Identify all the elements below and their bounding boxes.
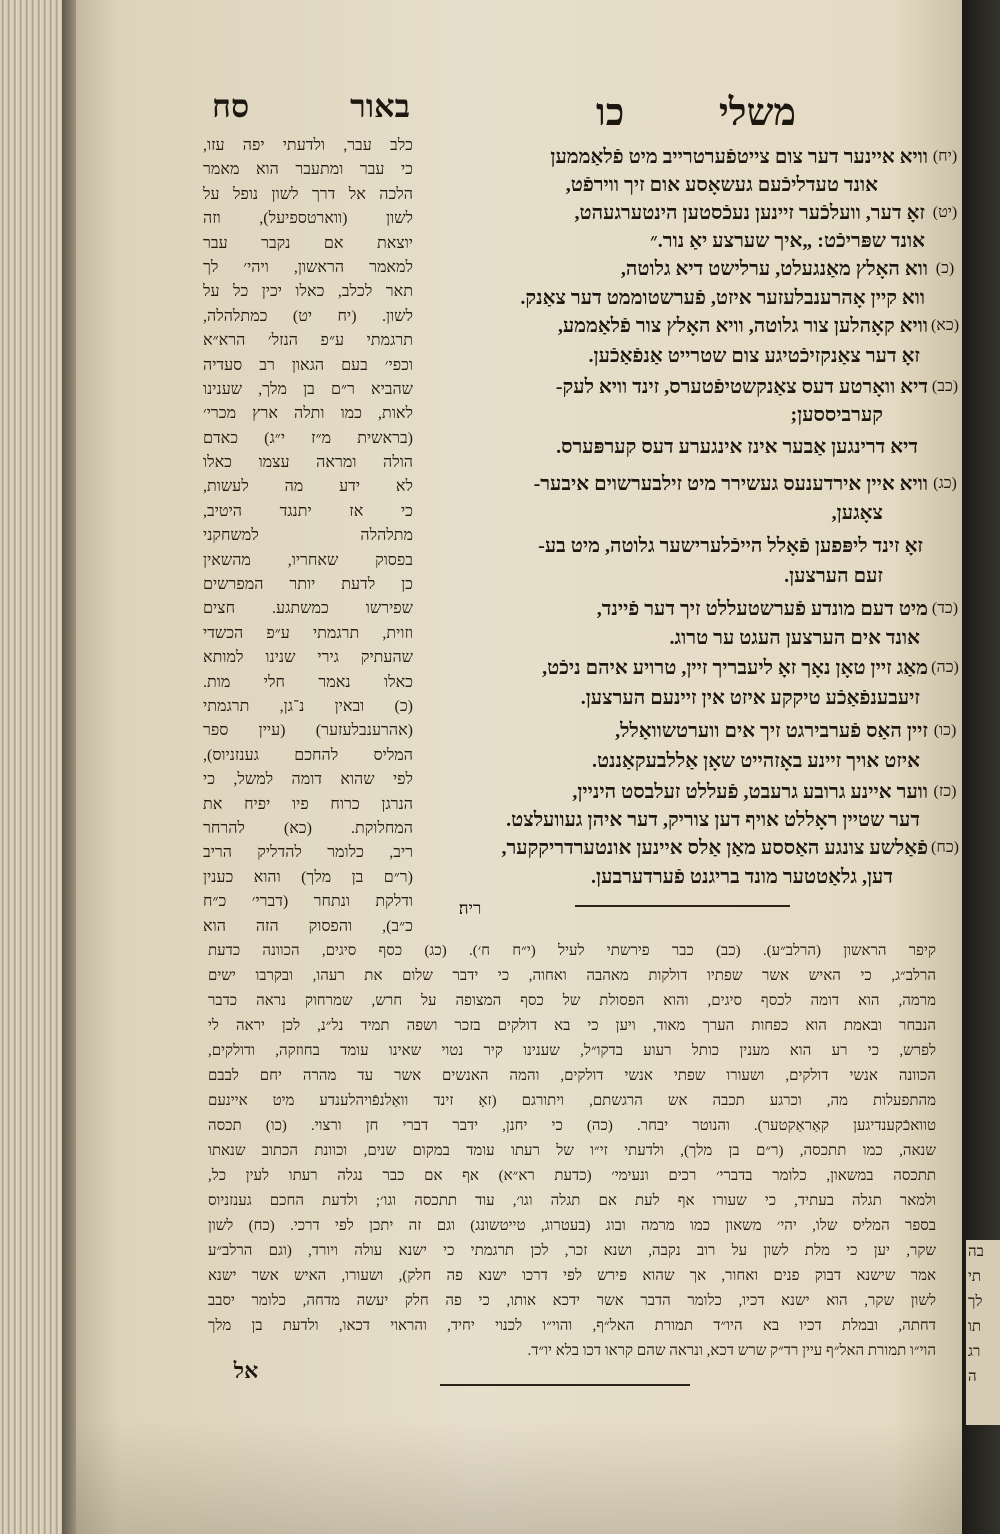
commentary-line: לפי שהוא דומה למשל, כי: [203, 771, 413, 789]
verse-number: (כד): [931, 600, 959, 617]
translation-line: [425, 372, 962, 402]
translation-text: מיט דעם מונדע פֿערשטעללט זיך דער פֿיינד,: [596, 598, 928, 620]
verse-number: (כא): [930, 317, 960, 334]
commentary-line: הוי״ו תמורת האל״ף עיין רד״ק שרש דכא, ונראה שהם קראו דכו בלא יו״ד.: [527, 1343, 936, 1359]
next-page-fragment: תו: [968, 1319, 981, 1335]
commentary-line: לאות, כמו ותלה ארץ מכרי׳: [203, 405, 413, 423]
commentary-line: הולה ומראה עצמו כאלו: [203, 454, 413, 472]
page-bottom-shade: [76, 1420, 962, 1534]
translation-line: [425, 531, 962, 561]
verse-number: (כה): [931, 659, 959, 676]
commentary-line: לשון שקר, הוא ישנא דכיו, כלומר הדבר אשר ידכא אותו, כי פה חלק יעשה מדחה, כלומר יסבב: [208, 1293, 936, 1309]
translation-text: זאָ זינד ליפּפען פֿאָלל הייכֿלערישער גלוטה, מיט בע-: [538, 535, 923, 557]
commentary-line: תרגמתי ע״פ הנזל׳ הרא״א: [203, 332, 413, 350]
translation-line: [425, 469, 962, 499]
next-page-fragment: ה: [968, 1369, 977, 1385]
translation-line: [425, 226, 962, 256]
commentary-line: ודלקת ונתחר (דברי׳ כ״ח: [203, 893, 413, 911]
translation-text: איזט אויך זיינע באָזהייט שאָן אַללבעקאַננט.: [591, 750, 920, 772]
verse-number: (כג): [933, 475, 957, 492]
next-page-fragment: בה: [968, 1244, 984, 1260]
translation-text: זאָ דער צאַנקזיכֿטיגע צום שטרייט אַנפֿאַכֿען.: [588, 345, 920, 367]
commentary-line: למאמר הראשון, ויהי׳ לך: [203, 258, 413, 276]
translation-line: [425, 862, 962, 892]
commentary-line: שהעתיק גירי שנינו למותא: [203, 649, 413, 667]
commentary-line: הרלב״ג, כי האיש אשר שפתיו דולקות מאהבה ואחוה, כי ידבר שלום את רעהו, ובקרבו ישים: [208, 968, 936, 984]
commentary-line: מרמה, הוא דומה לכסף סיגים, והוא הפסולת של כסף המצופה על חרש, שמרחוק נראה כדבר: [208, 993, 936, 1009]
commentary-line: שהביא ר״ם בן מלך, שענינו: [203, 380, 413, 398]
translation-line: [425, 170, 962, 200]
translation-text: ווא האָלץ מאַנגעלט, ערלישט דיא גלוטה,: [620, 258, 928, 280]
translation-text: זעם הערצען.: [784, 565, 883, 587]
commentary-line: ולמאר תגלה בעתיד, כי שעורו אף לעת אם תגלה וגו׳, עוד תתכסה וגו׳; ולדעת החכם גענזניוס: [208, 1193, 936, 1209]
translation-line: [425, 805, 962, 835]
commentary-line: דחתה, ובמלת דכיו בא היו״ד תמורת האל״ף, והוי״ו לכנוי יחיד, והראוי דכאו, ולדעת בן מלך: [208, 1318, 936, 1334]
commentary-line: לשון. (יח יט) כמתלהלה,: [203, 307, 413, 325]
commentary-line: יוצאת אם נקבר עבר: [203, 234, 413, 252]
next-page-fragment: לך: [968, 1294, 983, 1310]
translation-line: [425, 311, 962, 341]
translation-line: [425, 594, 962, 624]
translation-text: וויא איין אירדענעס געשירר מיט זילבערשוים איבער-: [533, 473, 928, 495]
commentary-line: וכפי׳ בעם הגאון רב סעדיה: [203, 356, 413, 374]
commentary-line: המחלוקת. (כא) להרחר: [203, 819, 413, 837]
translation-text: דיא וואָרטע דעס צאַנקשטיפֿטערס, זינד וויא לעק-: [555, 376, 928, 398]
next-page-fragment: רג: [968, 1344, 981, 1360]
commentary-line: שקר, יען כי מלת לשון על רוב נקבה, ושנא זכר, לכן תרגמתי כי ישנא עולה ויורד, (וגם הרלב״ע: [208, 1243, 936, 1259]
verse-number: (כז): [933, 783, 957, 800]
translation-text: אונד טעדליכֿעם געשאָסע אום זיך ווירפֿט,: [565, 174, 878, 196]
commentary-line: (כ) ובאין נ־גן, תרגמתי: [203, 697, 413, 715]
commentary-line: המליס להחכם גענזניוס),: [203, 746, 413, 764]
commentary-line: (אהרענבלעזער) (עיין ספר: [203, 722, 413, 740]
commentary-line: כ״ב), והפסוק הזה הוא: [203, 917, 413, 935]
translation-text: מאַג זיין טאָן נאָך זאָ ליעבריך זיין, טרויע איהם ניכֿט,: [542, 657, 928, 679]
commentary-line: הכוונה אנשי דולקים, ושעורו שפתי אנשי דולקים, והמה האנשים אשר עד מהרה יחם לבבם: [208, 1068, 936, 1084]
commentary-line: (ר״ם בן מלך) והוא כענין: [203, 868, 413, 886]
commentary-line: הנבחר ובאמת הוא כפחות הערך מאוד, ויען כי בא דולקים בזכר ושפה תמיד נל״נ, לכן יראה לי: [208, 1018, 936, 1034]
translation-text: פֿאַלשע צונגע האַססע מאַן אַלס איינען אונטערדריקקער,: [501, 837, 928, 859]
commentary-line: שפירשו כמשתגע. חצים: [203, 600, 413, 618]
translation-end-rule: [575, 905, 790, 907]
commentary-column: [203, 134, 413, 939]
translation-line: [425, 142, 962, 172]
translation-line: [425, 198, 962, 228]
translation-text: ווער איינע גרובע גרעבט, פֿעללט זעלבסט היניין,: [572, 781, 928, 803]
verse-number: (יח): [932, 148, 958, 165]
translation-text: זיעבענפֿאַכֿע טיקקע איזט אין זיינעם הערצען.: [580, 687, 920, 709]
translation-text: אונד אים הערצען העגט ער טרוג.: [669, 627, 920, 649]
translation-text: אונד שפּריכֿט: „איך שערצע יאַ נור.״: [650, 230, 925, 252]
commentary-line: בספר המליס שלו, יהי׳ משאון כמו מרמה ובוג (בעטרוג, טייטשונג) וגם זה יתכן לפי דרכי. (כח) לשון: [208, 1218, 936, 1234]
commentary-line: אמר שישנא דבוק פנים ואחור, אך שהוא פירש לפי דרכו ישנא פה חלק), ושעורו, האיש אשר ישנא: [208, 1268, 936, 1284]
commentary-line: וזוית, תרגמתי ע״פ הכשדי: [203, 624, 413, 642]
translator-signature: ריה׃: [458, 899, 482, 918]
commentary-line: הנרגן כרוח פיו יפיח את: [203, 795, 413, 813]
commentary-line: כן לדעת יותר המפרשים: [203, 576, 413, 594]
commentary-line: (בראשית מ״ז י״ג) כאדם: [203, 429, 413, 447]
translation-line: [425, 561, 962, 591]
translation-text: זיין האַס פֿערבירגט זיך אים ווערטשוואַלל,: [615, 720, 928, 742]
commentary-line: לא ידע מה לעשות,: [203, 478, 413, 496]
commentary-line: קיפר הראשון (הרלב״ע). (כב) כבר פירשתי לעיל (י״ח ח׳). (כג) כסף סיגים, הכוונה כדעת: [208, 943, 936, 959]
translation-text: קערביססען;: [790, 404, 883, 426]
page-end-rule: [440, 1384, 690, 1386]
catchword: אל: [233, 1358, 259, 1383]
translation-line: [425, 432, 962, 462]
verse-number: (יט): [932, 204, 958, 221]
translation-line: [425, 777, 962, 807]
commentary-title: באור סח: [212, 88, 410, 124]
translation-line: [425, 746, 962, 776]
translation-text: ווא קיין אָהרענבלעזער איזט, פֿערשטוממט דער צאַנק.: [520, 287, 925, 309]
commentary-line: ריב, כלומר להדליק הריב: [203, 844, 413, 862]
translation-line: [425, 716, 962, 746]
verse-number: (כב): [931, 378, 959, 395]
translation-line: [425, 653, 962, 683]
next-page-fragment: תי: [968, 1269, 982, 1285]
commentary-line: כלב עבר, ולדעתי יפה עזו,: [203, 137, 413, 154]
commentary-line: לשון (ווארטספיעל), וזה: [203, 210, 413, 228]
commentary-line: טוואכֿקענדיגען קאַראַקטער). והנוטר יבחר. (כה) כי יחנן, ידבר דברי חן ורצוי. (כו) תכסה: [208, 1118, 936, 1134]
translation-line: [425, 683, 962, 713]
commentary-line: מהתפעלות מה, וכרגע תכבה אש הרגשתם, ויתורגם (זאָ זינד וואַלנפֿויהלענדע מיט איינעם: [208, 1093, 936, 1109]
translation-line: [425, 283, 962, 313]
commentary-line: מתלהלה למשחקני: [203, 527, 413, 545]
translation-line: [425, 498, 962, 528]
translation-text: צאָגען,: [831, 502, 883, 524]
translation-line: [425, 833, 962, 863]
translation-text: דען, גלאַטטער מונד בריגנט פֿערדערבען.: [591, 866, 893, 888]
commentary-bottom: [208, 939, 936, 1364]
translation-line: [425, 341, 962, 371]
commentary-line: כי עבר ומתעבר הוא מאמר: [203, 161, 413, 179]
translation-text: דער שטיין ראָללט אויף דען צוריק, דער איהן געוועלצט.: [506, 809, 920, 831]
verse-number: (כו): [933, 722, 957, 739]
translation-text: וויא קאָהלען צור גלוטה, וויא האָלץ צור פֿלאַממע,: [557, 315, 928, 337]
verse-number: (כח): [931, 839, 959, 856]
translation-line: [425, 623, 962, 653]
translation-line: [425, 400, 962, 430]
translation-text: וויא איינער דער צום צייטפֿערטרייב מיט פֿלאַממען: [550, 146, 928, 168]
verse-number: (כ): [935, 260, 955, 277]
next-page-sliver: [966, 1240, 1000, 1425]
page-stack-edges: [0, 0, 66, 1534]
commentary-line: לפרש, כי רע הוא מענין כותל רעוע בדקו״ל, שענינו קיר נטוי שאינו עומד בחוזקה, ודולקים,: [208, 1043, 936, 1059]
page-title: משלי כו: [596, 92, 796, 134]
commentary-line: כי אז יתנגד היטיב,: [203, 502, 413, 520]
translation-line: [425, 254, 962, 284]
commentary-line: תתכסה במשאון, כלומר בדברי׳ רכים ונעימי׳ (כדעת רא״א) אף אם כבר נגלה רעתו לעין כל,: [208, 1168, 936, 1184]
commentary-line: בפסוק שאחריו, מהשאין: [203, 551, 413, 569]
commentary-line: תאר לכלב, כאלו יכין כל על: [203, 283, 413, 301]
translation-text: דיא דרינגען אַבער אינז אינגערע דעס קערפּערס.: [556, 436, 918, 458]
commentary-line: הלכה אל דרך לשון נופל על: [203, 185, 413, 203]
commentary-line: כאלו נאמר חלי מות.: [203, 673, 413, 691]
translation-text: זאָ דער, וועלכֿער זיינען נעכֿסטען הינטערגעהט,: [574, 202, 925, 224]
commentary-line: שנאה, כמו תתכסה, (ר״ם בן מלך), ולדעתי זי״ו של רעתו עומד במקום שנים, וכוונת הכתוב שנאתו: [208, 1143, 936, 1159]
